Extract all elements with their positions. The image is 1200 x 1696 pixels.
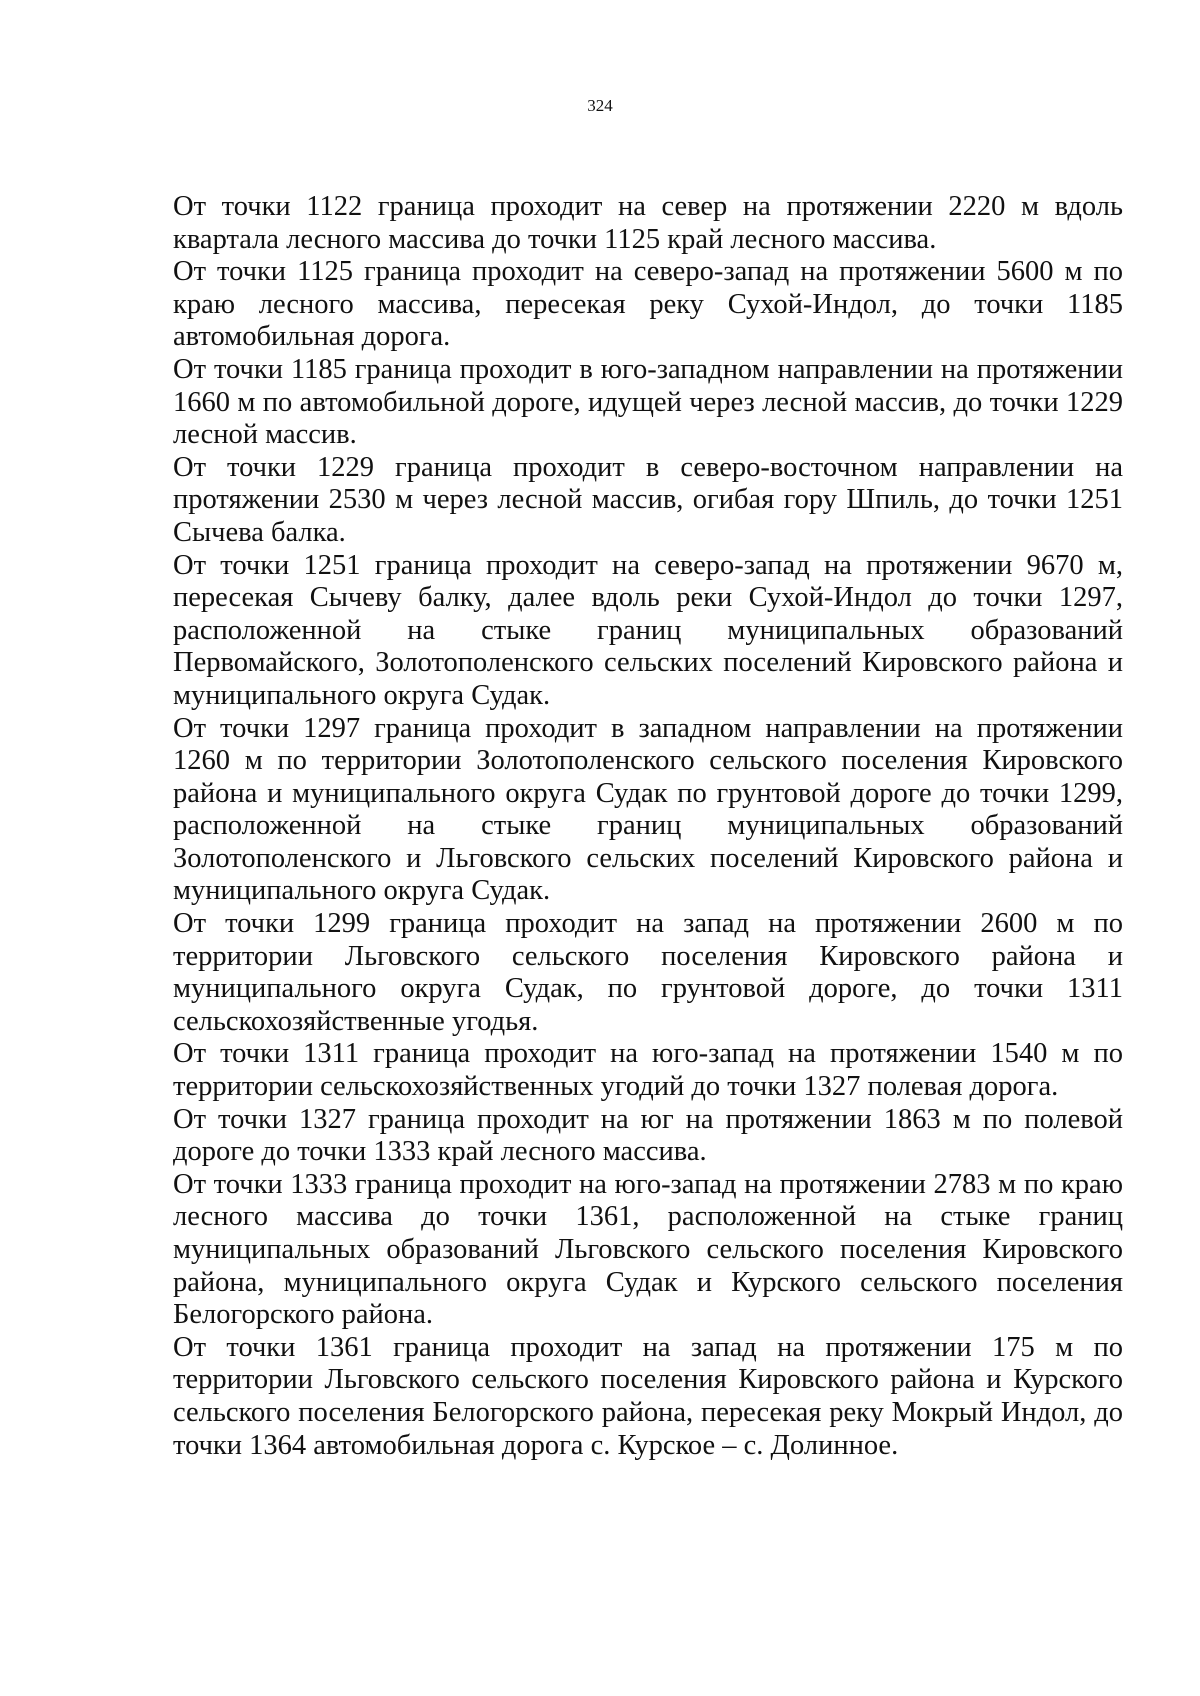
paragraph: От точки 1299 граница проходит на запад на протяжении 2600 м по территории Льговского сельского поселения Кировского района и муниципального округа Судак, по грунтовой дороге, до точки 1311 сельскохозяйственные угодья.	[173, 908, 1123, 1037]
paragraph: От точки 1361 граница проходит на запад на протяжении 175 м по территории Льговского сельского поселения Кировского района и Курского сельского поселения Белогорского района, пересекая реку Мокрый Индол, до точки 1364 автомобильная дорога с. Курское – с. Долинное.	[173, 1331, 1123, 1461]
paragraph: От точки 1327 граница проходит на юг на протяжении 1863 м по полевой дороге до точки 1333 край лесного массива.	[173, 1103, 1123, 1168]
paragraph: От точки 1122 граница проходит на север на протяжении 2220 м вдоль квартала лесного массива до точки 1125 край лесного массива.	[173, 191, 1123, 255]
paragraph: От точки 1333 граница проходит на юго-запад на протяжении 2783 м по краю лесного массива до точки 1361, расположенной на стыке границ муниципальных образований Льговского сельского поселения Кировского района, муниципального округа Судак и Курского сельского поселения Белогорского района.	[173, 1168, 1123, 1331]
page-number: 324	[587, 96, 613, 115]
paragraph: От точки 1297 граница проходит в западном направлении на протяжении 1260 м по территории Золотополенского сельского поселения Кировского района и муниципального округа Судак по грунтовой дороге до точки 1299, расположенной на стыке границ муниципальных образований Золотополенского и Льговского сельских поселений Кировского района и муниципального округа Судак.	[173, 712, 1123, 907]
paragraph: От точки 1251 граница проходит на северо-запад на протяжении 9670 м, пересекая Сычеву балку, далее вдоль реки Сухой-Индол до точки 1297, расположенной на стыке границ муниципальных образований Первомайского, Золотополенского сельских поселений Кировского района и муниципального округа Судак.	[173, 549, 1123, 711]
paragraph: От точки 1185 граница проходит в юго-западном направлении на протяжении 1660 м по автомобильной дороге, идущей через лесной массив, до точки 1229 лесной массив.	[173, 353, 1123, 451]
paragraph: От точки 1229 граница проходит в северо-восточном направлении на протяжении 2530 м через лесной массив, огибая гору Шпиль, до точки 1251 Сычева балка.	[173, 451, 1123, 548]
paragraph: От точки 1311 граница проходит на юго-запад на протяжении 1540 м по территории сельскохозяйственных угодий до точки 1327 полевая дорога.	[173, 1038, 1123, 1103]
paragraph: От точки 1125 граница проходит на северо-запад на протяжении 5600 м по краю лесного массива, пересекая реку Сухой-Индол, до точки 1185 автомобильная дорога.	[173, 256, 1123, 353]
body-text	[173, 191, 1123, 1462]
